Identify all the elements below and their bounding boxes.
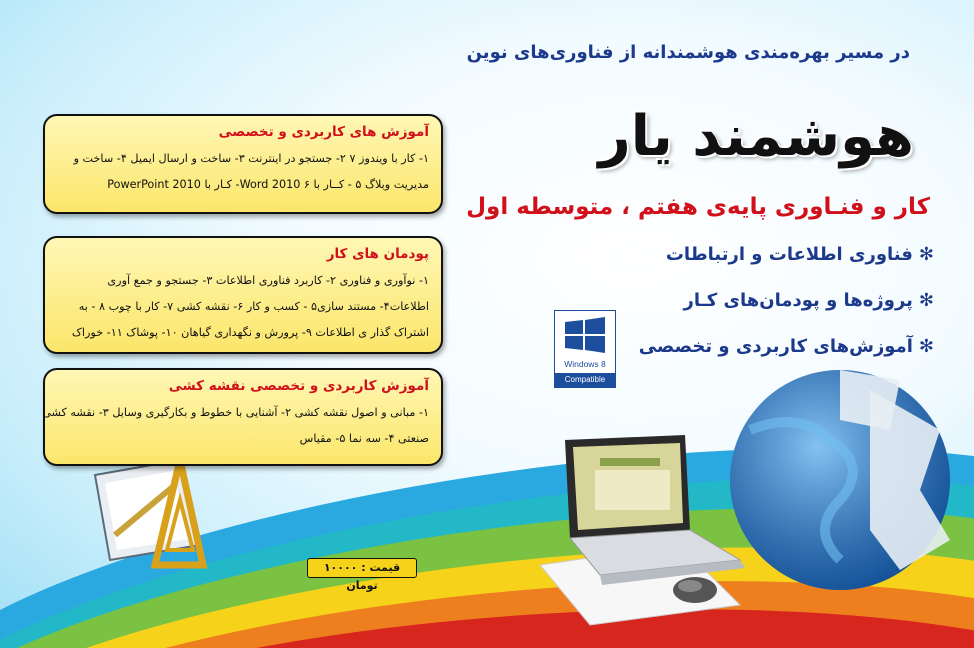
box-title: آموزش کاربردی و تخصصی نقشه کشی	[168, 378, 429, 394]
asterisk-icon: ✻	[918, 244, 934, 265]
mouse-icon	[673, 577, 717, 603]
box-line: اشتراک گذار ی اطلاعات ۹- پرورش و نگهداری گیاهان ۱۰- پوشاک ۱۱- خوراک	[71, 326, 429, 339]
windows-label: Windows 8	[564, 359, 606, 369]
box-line: اطلاعات۴- مستند سازی۵ - کسب و کار ۶- نقشه کشی ۷- کار با چوب ۸ - به	[78, 300, 429, 313]
asterisk-icon: ✻	[918, 290, 934, 311]
price-tag: قیمت : ۱۰۰۰۰ تومان	[307, 558, 417, 578]
course-box-practical	[43, 114, 443, 214]
tagline: در مسیر بهره‌مندی هوشمندانه از فناوری‌های نوین	[466, 42, 910, 63]
windows-logo-icon	[563, 317, 607, 353]
subtitle: کار و فنـاوری پایه‌ی هفتم ، متوسطه اول	[466, 194, 930, 220]
windows-8-compatible-badge	[554, 310, 616, 388]
box-line: ۱- نوآوری و فناوری ۲- کاربرد فناوری اطلاعات ۳- جستجو و جمع آوری	[107, 274, 429, 287]
feature-label: آموزش‌های کاربردی و تخصصی	[638, 336, 913, 357]
course-box-modules	[43, 236, 443, 354]
box-line: مدیریت وبلاگ ۵ - کــار با Word 2010 ۶- کـار با PowerPoint 2010	[107, 178, 429, 191]
box-title: پودمان های کار	[326, 246, 429, 262]
compatible-label: Compatible	[555, 373, 615, 387]
box-line: ۱- کار با ویندوز ۷ ۲- جستجو در اینترنت ۳- ساخت و ارسال ایمیل ۴- ساخت و	[73, 152, 429, 165]
laptop-globe-illustration	[540, 370, 974, 630]
box-title: آموزش های کاربردی و تخصصی	[218, 124, 429, 140]
course-box-drafting	[43, 368, 443, 466]
drafting-tools-icon	[85, 455, 215, 575]
feature-label: فناوری اطلاعات و ارتباطات	[665, 244, 913, 265]
feature-item-3	[639, 336, 934, 357]
feature-item-1	[666, 244, 934, 265]
feature-item-2	[684, 290, 934, 311]
brand-title: هوشمند یار	[598, 104, 914, 169]
laptop-icon	[565, 435, 745, 585]
feature-label: پروژه‌ها و پودمان‌های کـار	[683, 290, 913, 311]
globe-icon	[730, 370, 950, 590]
box-line: صنعتی ۴- سه نما ۵- مقیاس	[299, 432, 429, 445]
asterisk-icon: ✻	[918, 336, 934, 357]
box-line: ۱- مبانی و اصول نقشه کشی ۲- آشنایی با خطوط و بکارگیری وسایل ۳- نقشه کشی	[42, 406, 429, 419]
